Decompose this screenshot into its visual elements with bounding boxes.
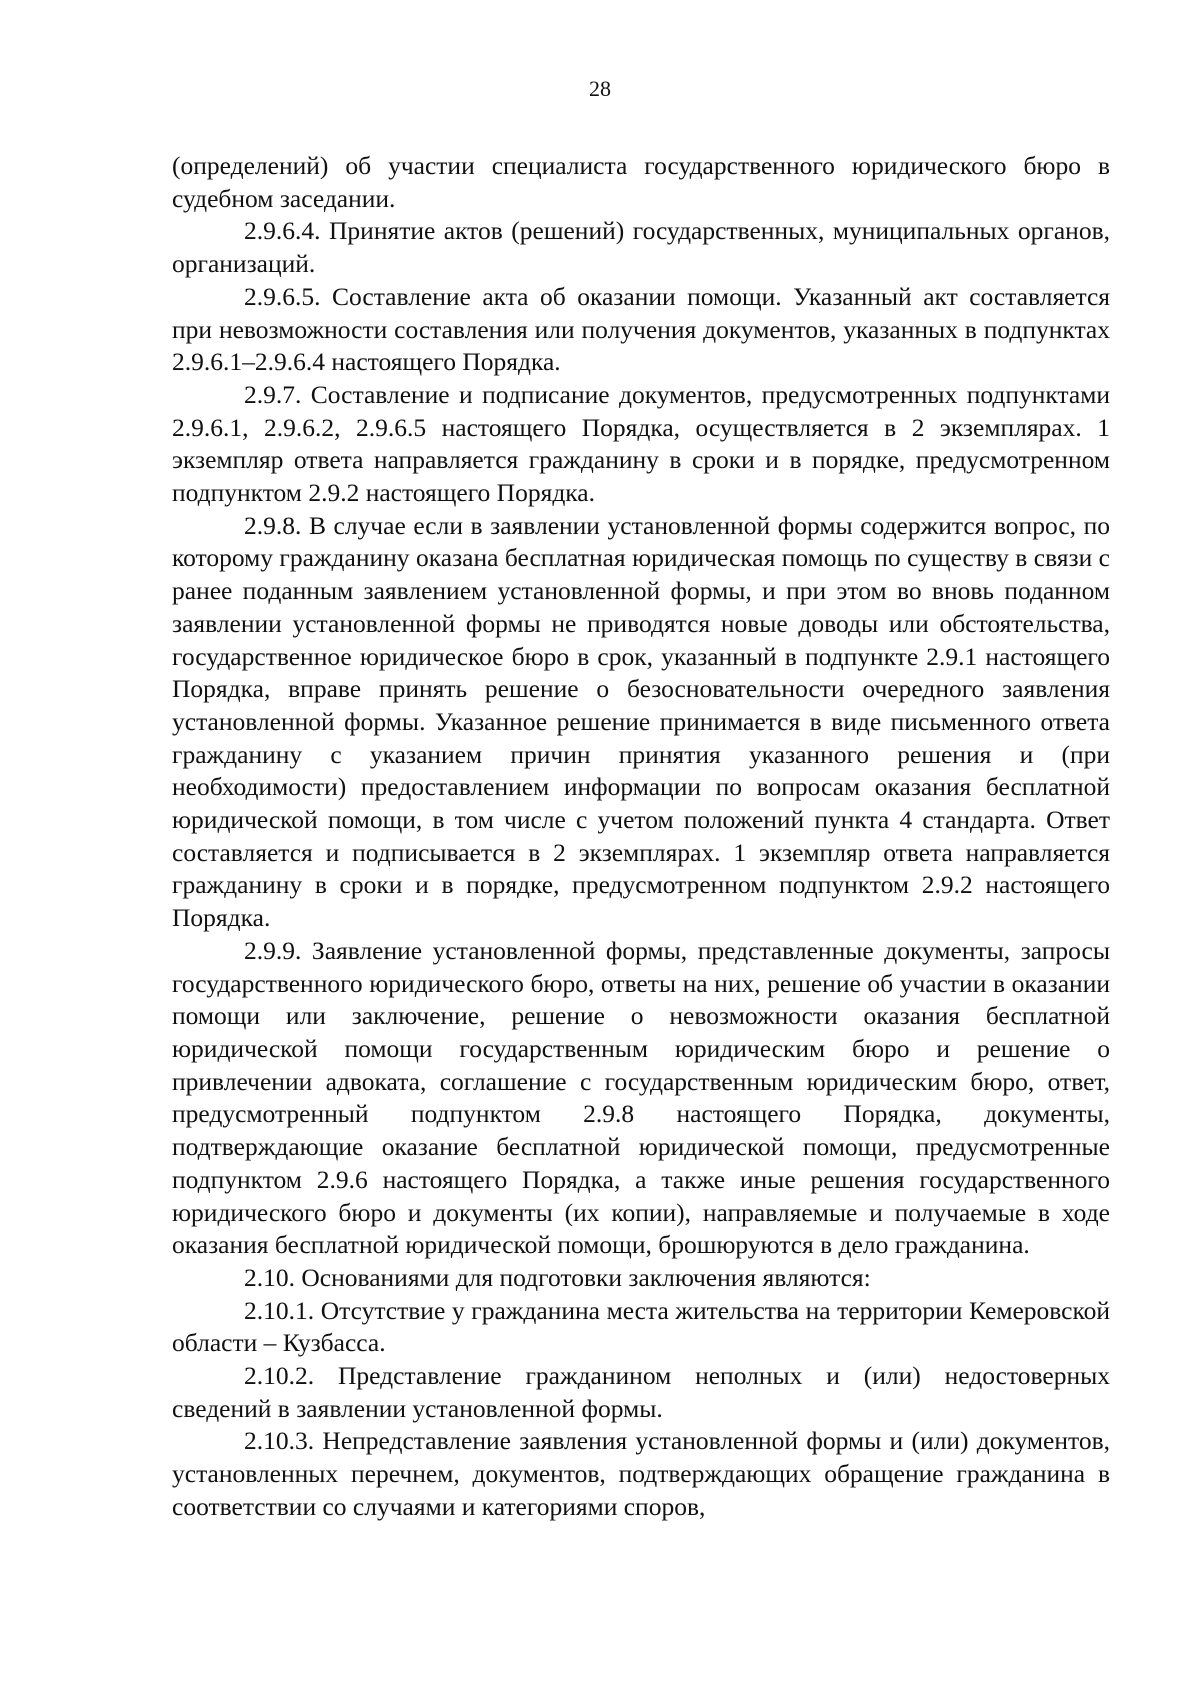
paragraph-continuation: (определений) об участии специалиста государственного юридического бюро в судебном заседании. [172,151,1110,213]
paragraph-2-10-1: 2.10.1. Отсутствие у гражданина места жительства на территории Кемеровской области – Кузбасса. [172,1295,1110,1358]
paragraph-2-9-8: 2.9.8. В случае если в заявлении установленной формы содержится вопрос, по которому гражданину оказана бесплатная юридическая помощь по существу в связи с ранее поданным заявлением установленной формы, и при этом во вновь поданном заявлении установленной формы не приводятся новые доводы или обстоятельства, государственное юридическое бюро в срок, указанный в подпункте 2.9.1 настоящего Порядка, вправе принять решение о безосновательности очередного заявления установленной формы. Указанное решение принимается в виде письменного ответа гражданину с указанием причин принятия указанного решения и (при необходимости) предоставлением информации по вопросам оказания бесплатной юридической помощи, в том числе с учетом положений пункта 4 стандарта. Ответ составляется и подписывается в 2 экземплярах. 1 экземпляр ответа направляется гражданину в сроки и в порядке, предусмотренном подпунктом 2.9.2 настоящего Порядка. [172,510,1110,933]
page-number: 28 [589,76,611,101]
paragraph-2-9-9: 2.9.9. Заявление установленной формы, представленные документы, запросы государственного юридического бюро, ответы на них, решение об участии в оказании помощи или заключение, решение о невозможности оказания бесплатной юридической помощи государственным юридическим бюро и решение о привлечении адвоката, соглашение с государственным юридическим бюро, ответ, предусмотренный подпунктом 2.9.8 настоящего Порядка, документы, подтверждающие оказание бесплатной юридической помощи, предусмотренные подпунктом 2.9.6 настоящего Порядка, а также иные решения государственного юридического бюро и документы (их копии), направляемые и получаемые в ходе оказания бесплатной юридической помощи, брошюруются в дело гражданина. [172,935,1110,1260]
paragraph-2-10-3: 2.10.3. Непредставление заявления установленной формы и (или) документов, установленных перечнем, документов, подтверждающих обращение гражданина в соответствии со случаями и категориями споров, [172,1426,1110,1521]
paragraph-2-9-6-5: 2.9.6.5. Составление акта об оказании помощи. Указанный акт составляется при невозможности составления или получения документов, указанных в подпунктах 2.9.6.1–2.9.6.4 настоящего Порядка. [172,281,1110,377]
paragraph-2-9-6-4: 2.9.6.4. Принятие актов (решений) государственных, муниципальных органов, организаций. [172,216,1110,279]
paragraph-2-10: 2.10. Основаниями для подготовки заключения являются: [244,1262,871,1292]
paragraph-2-10-2: 2.10.2. Представление гражданином неполных и (или) недостоверных сведений в заявлении установленной формы. [172,1361,1110,1423]
document-body [172,150,1110,1524]
paragraph-2-9-7: 2.9.7. Составление и подписание документов, предусмотренных подпунктами 2.9.6.1, 2.9.6.2, 2.9.6.5 настоящего Порядка, осуществляется в 2 экземплярах. 1 экземпляр ответа направляется гражданину в сроки и в порядке, предусмотренном подпунктом 2.9.2 настоящего Порядка. [172,379,1110,508]
